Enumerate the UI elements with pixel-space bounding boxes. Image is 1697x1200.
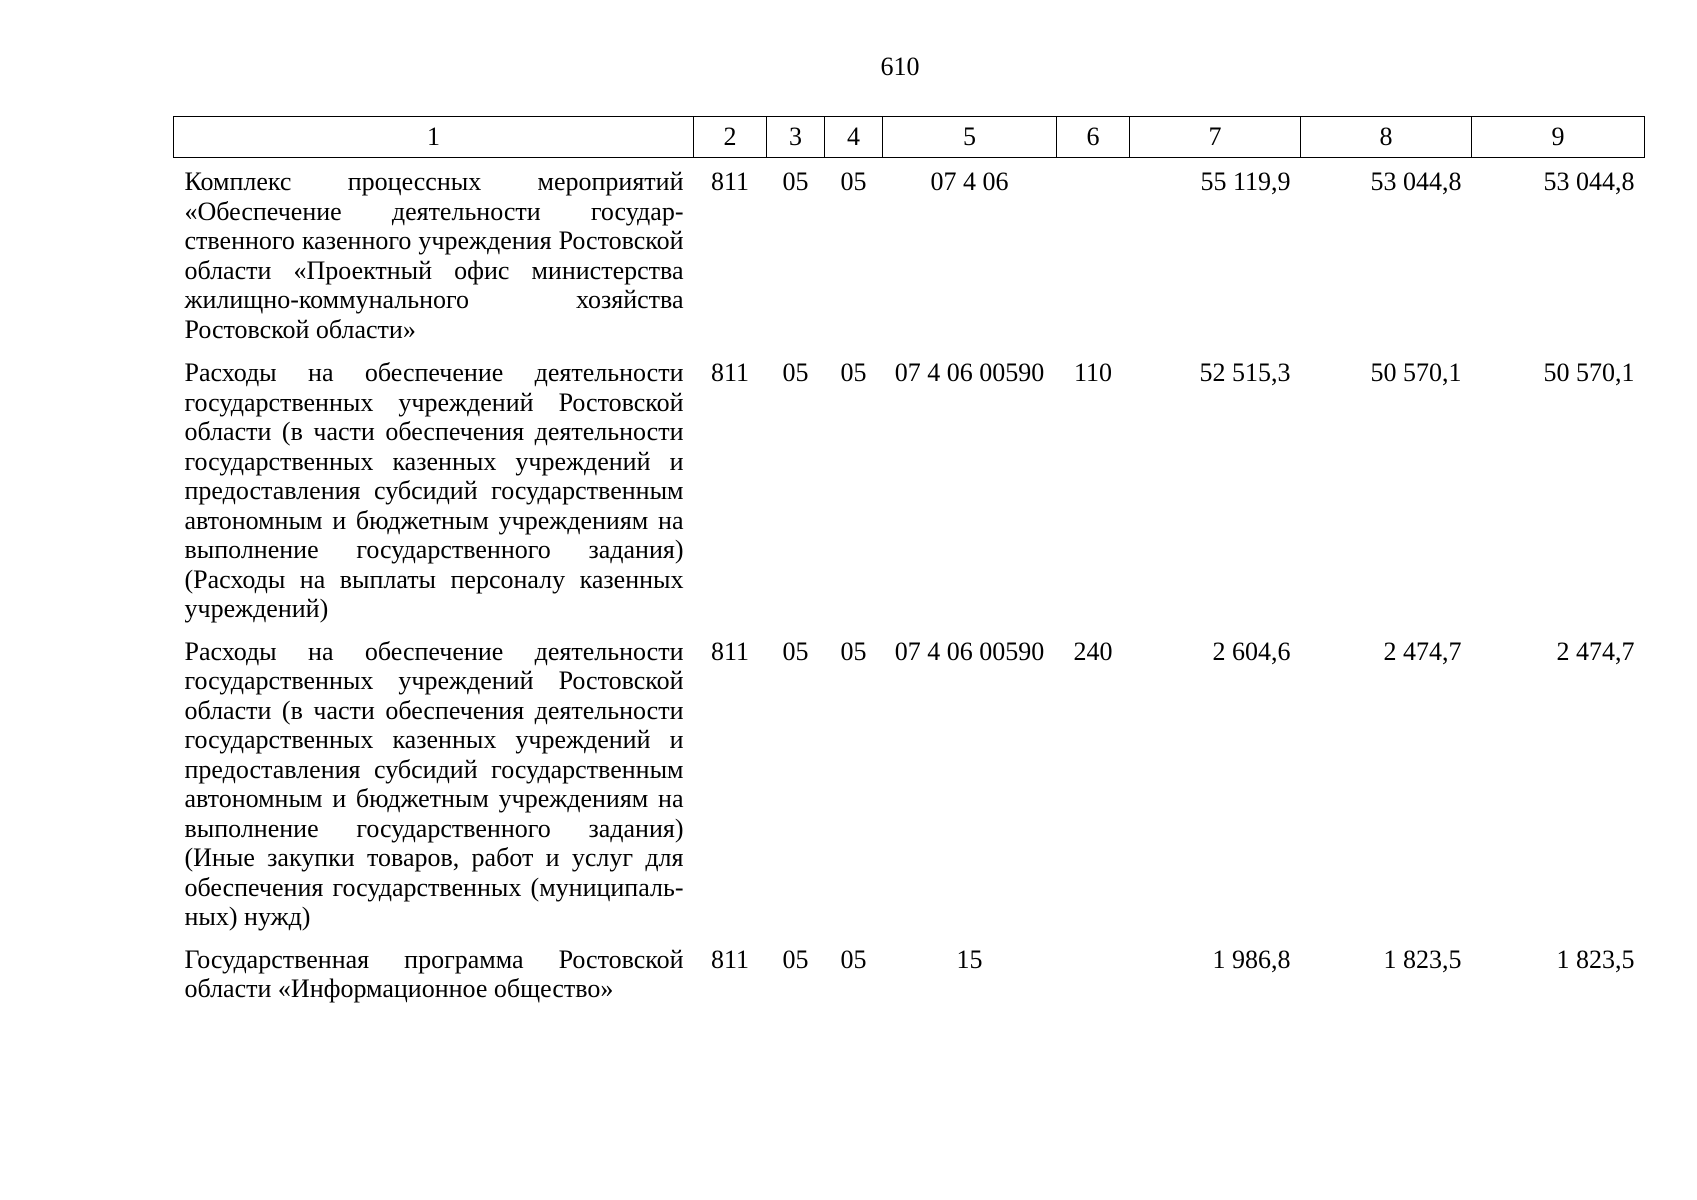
cell-col2: 811 (710, 167, 750, 196)
column-header-7: 7 (1130, 117, 1301, 158)
cell-col2: 811 (710, 636, 750, 666)
page-number: 610 (880, 52, 920, 81)
row-name: Комплекс процессных мероприятий «Обеспечение деятельности государственного казенного учреждения Ростовской области «Проектный офис министерства жилищно-коммунального хозяйства Ростовской области» (184, 167, 684, 344)
cell-col4: 05 (840, 167, 867, 196)
cell-col5: 07 4 06 (930, 167, 1009, 196)
cell-col6 (1057, 158, 1130, 359)
column-header-4: 4 (825, 117, 883, 158)
cell-col7: 2 604,6 (1212, 636, 1291, 666)
cell-col3: 05 (782, 636, 809, 666)
cell-col2: 811 (710, 944, 750, 974)
cell-col7: 1 986,8 (1212, 944, 1291, 974)
cell-col8: 1 823,5 (1383, 944, 1462, 974)
cell-col9: 2 474,7 (1556, 636, 1635, 666)
row-name: Государственная программа Ростовской области «Информационное общество» (184, 944, 684, 1003)
cell-col7: 55 119,9 (1200, 167, 1291, 196)
cell-col8: 50 570,1 (1370, 358, 1462, 387)
table-row (174, 637, 1645, 945)
column-header-3: 3 (767, 117, 825, 158)
table-row (174, 158, 1645, 359)
cell-col4: 05 (840, 358, 867, 387)
table-row (174, 945, 1645, 1010)
cell-col8: 53 044,8 (1370, 167, 1462, 196)
cell-col4: 05 (840, 636, 867, 666)
cell-col8: 2 474,7 (1383, 636, 1462, 666)
cell-col6: 110 (1073, 358, 1113, 387)
cell-col3: 05 (782, 358, 809, 387)
cell-col2: 811 (710, 358, 750, 387)
cell-col5: 07 4 06 00590 (894, 636, 1045, 666)
row-name: Расходы на обеспечение деятельности государственных учреждений Ростовской области (в части обеспечения деятельности государственных казенных учреждений и предоставления субсидий государственным автономным и бюджетным учреждениям на выполнение государственного задания) (Иные закупки товаров, работ и услуг для обеспечения государственных (муниципальных) нужд) (184, 636, 684, 931)
column-header-8: 8 (1301, 117, 1472, 158)
cell-col3: 05 (782, 944, 809, 974)
table-row (174, 358, 1645, 637)
column-header-2: 2 (694, 117, 767, 158)
cell-col6: 240 (1073, 636, 1113, 666)
table-header-row (174, 117, 1645, 158)
cell-col9: 50 570,1 (1543, 358, 1635, 387)
cell-col3: 05 (782, 167, 809, 196)
cell-col6 (1057, 945, 1130, 1010)
cell-col9: 1 823,5 (1556, 944, 1635, 974)
column-header-9: 9 (1472, 117, 1645, 158)
budget-table (173, 116, 1645, 1010)
cell-col4: 05 (840, 944, 867, 974)
column-header-5: 5 (883, 117, 1057, 158)
cell-col9: 53 044,8 (1543, 167, 1635, 196)
column-header-6: 6 (1057, 117, 1130, 158)
column-header-1: 1 (174, 117, 694, 158)
cell-col5: 07 4 06 00590 (894, 358, 1045, 387)
cell-col5: 15 (956, 944, 983, 974)
row-name: Расходы на обеспечение деятельности государственных учреждений Ростовской области (в части обеспечения деятельности государственных казенных учреждений и предоставления субсидий государственным автономным и бюджетным учреждениям на выполнение государственного задания) (Расходы на выплаты персоналу казенных учреждений) (184, 358, 684, 623)
cell-col7: 52 515,3 (1199, 358, 1291, 387)
